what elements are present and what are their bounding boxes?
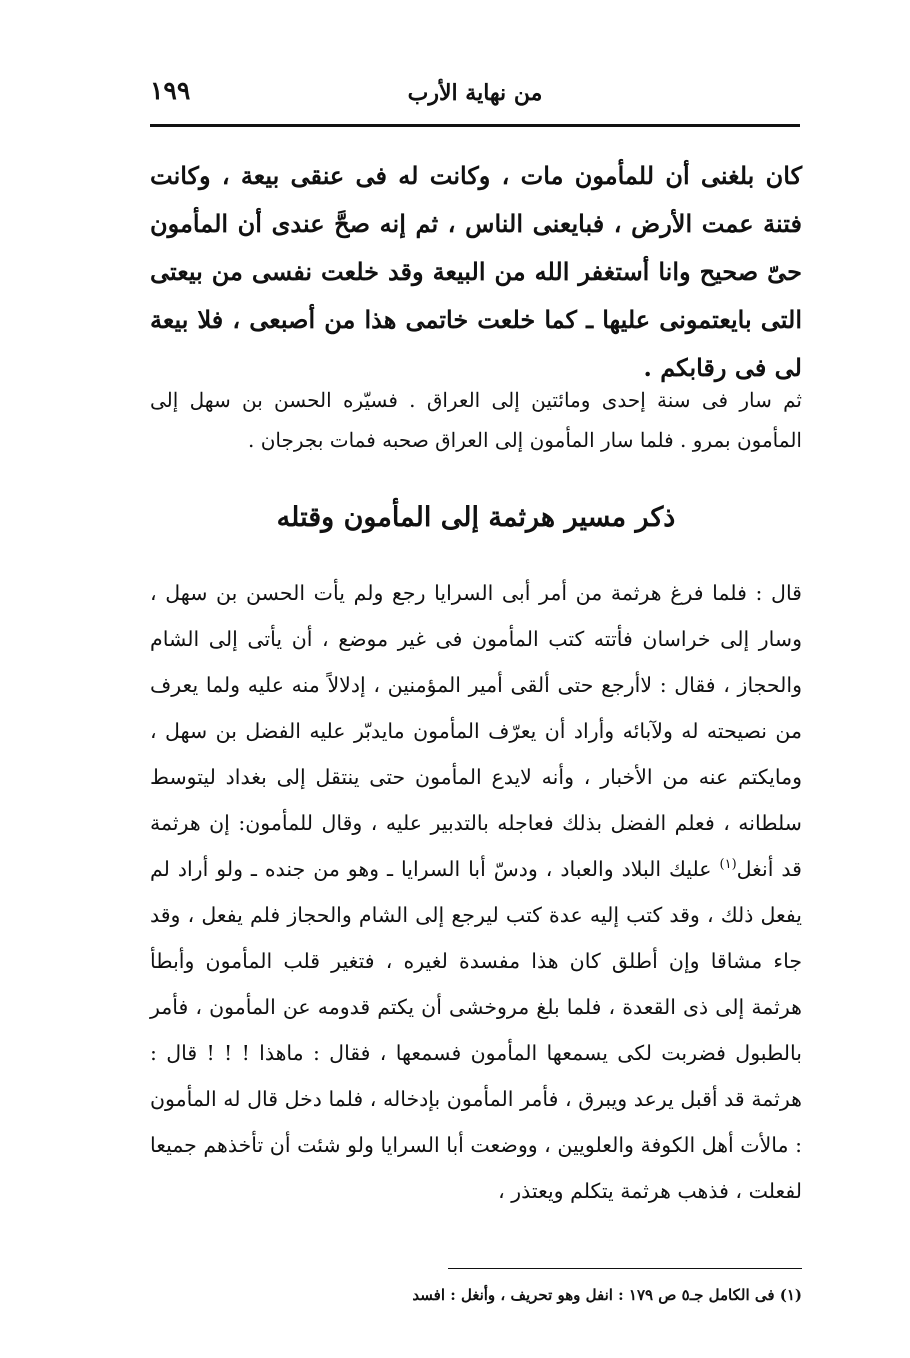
page-number: ١٩٩ <box>150 76 191 105</box>
main-paragraph <box>150 570 802 1214</box>
main-text-part-2: عليك البلاد والعباد ، ودسّ أبا السرايا ـ وهو من جنده ـ ولو أراد لم يفعل ذلك ، وقد كتب إليه عدة كتب ليرجع إلى الشام والحجاز فلم يفعل ، وقد جاء مشاقا وإن أطلق كان هذا مفسدة لغيره ، فتغير قلب المأمون وأبطأ هرثمة إلى ذى القعدة ، فلما بلغ مروخشى أن يكتم قدومه عن المأمون ، فأمر بالطبول فضربت لكى يسمعها المأمون فسمعها ، فقال : ماهذا ! ! ! قال : هرثمة قد أقبل يرعد ويبرق ، فأمر المأمون بإدخاله ، فلما دخل قال له المأمون : مالأت أهل الكوفة والعلويين ، ووضعت أبا السرايا ولو شئت أن تأخذهم جميعا لفعلت ، فذهب هرثمة يتكلم ويعتذر ، <box>150 857 802 1203</box>
footnote: (١) فى الكامل جـ٥ ص ١٧٩ : انفل وهو تحريف ، وأنغل : افسد <box>412 1286 802 1304</box>
section-heading: ذكر مسير هرثمة إلى المأمون وقتله <box>276 502 676 533</box>
main-text-part-1: قال : فلما فرغ هرثمة من أمر أبى السرايا رجع ولم يأت الحسن بن سهل ، وسار إلى خراسان فأتته كتب المأمون فى غير موضع ، أن يأتى إلى الشام والحجاز ، فقال : لاأرجع حتى ألقى أمير المؤمنين ، إدلالاً منه عليه ولما يعرف من نصيحته له ولآبائه وأراد أن يعرّف المأمون مايدبّر عليه الفضل بن سهل ، ومايكتم عنه من الأخبار ، وأنه لايدع المأمون حتى ينتقل إلى بغداد ليتوسط سلطانه ، فعلم الفضل بذلك فعاجله بالتدبير عليه ، وقال للمأمون: إن هرثمة قد أنغل <box>150 581 802 881</box>
footnote-marker: (١) <box>719 857 737 873</box>
quote-paragraph: كان بلغنى أن للمأمون مات ، وكانت له فى عنقى بيعة ، وكانت فتنة عمت الأرض ، فبايعنى الناس ، ثم إنه صحَّ عندى أن المأمون حىّ صحيح وانا أستغفر الله من البيعة وقد خلعت نفسى من بيعتى التى بايعتمونى عليها ـ كما خلعت خاتمى هذا من أصبعى ، فلا بيعة لى فى رقابكم . <box>150 161 802 382</box>
header-rule <box>150 124 800 127</box>
footnote-rule <box>448 1268 802 1269</box>
page-header <box>150 70 800 120</box>
running-title: من نهاية الأرب <box>407 80 543 106</box>
narration-paragraph: ثم سار فى سنة إحدى ومائتين إلى العراق . فسيّره الحسن بن سهل إلى المأمون بمرو . فلما سار المأمون إلى العراق صحبه فمات بجرجان . <box>150 388 802 452</box>
